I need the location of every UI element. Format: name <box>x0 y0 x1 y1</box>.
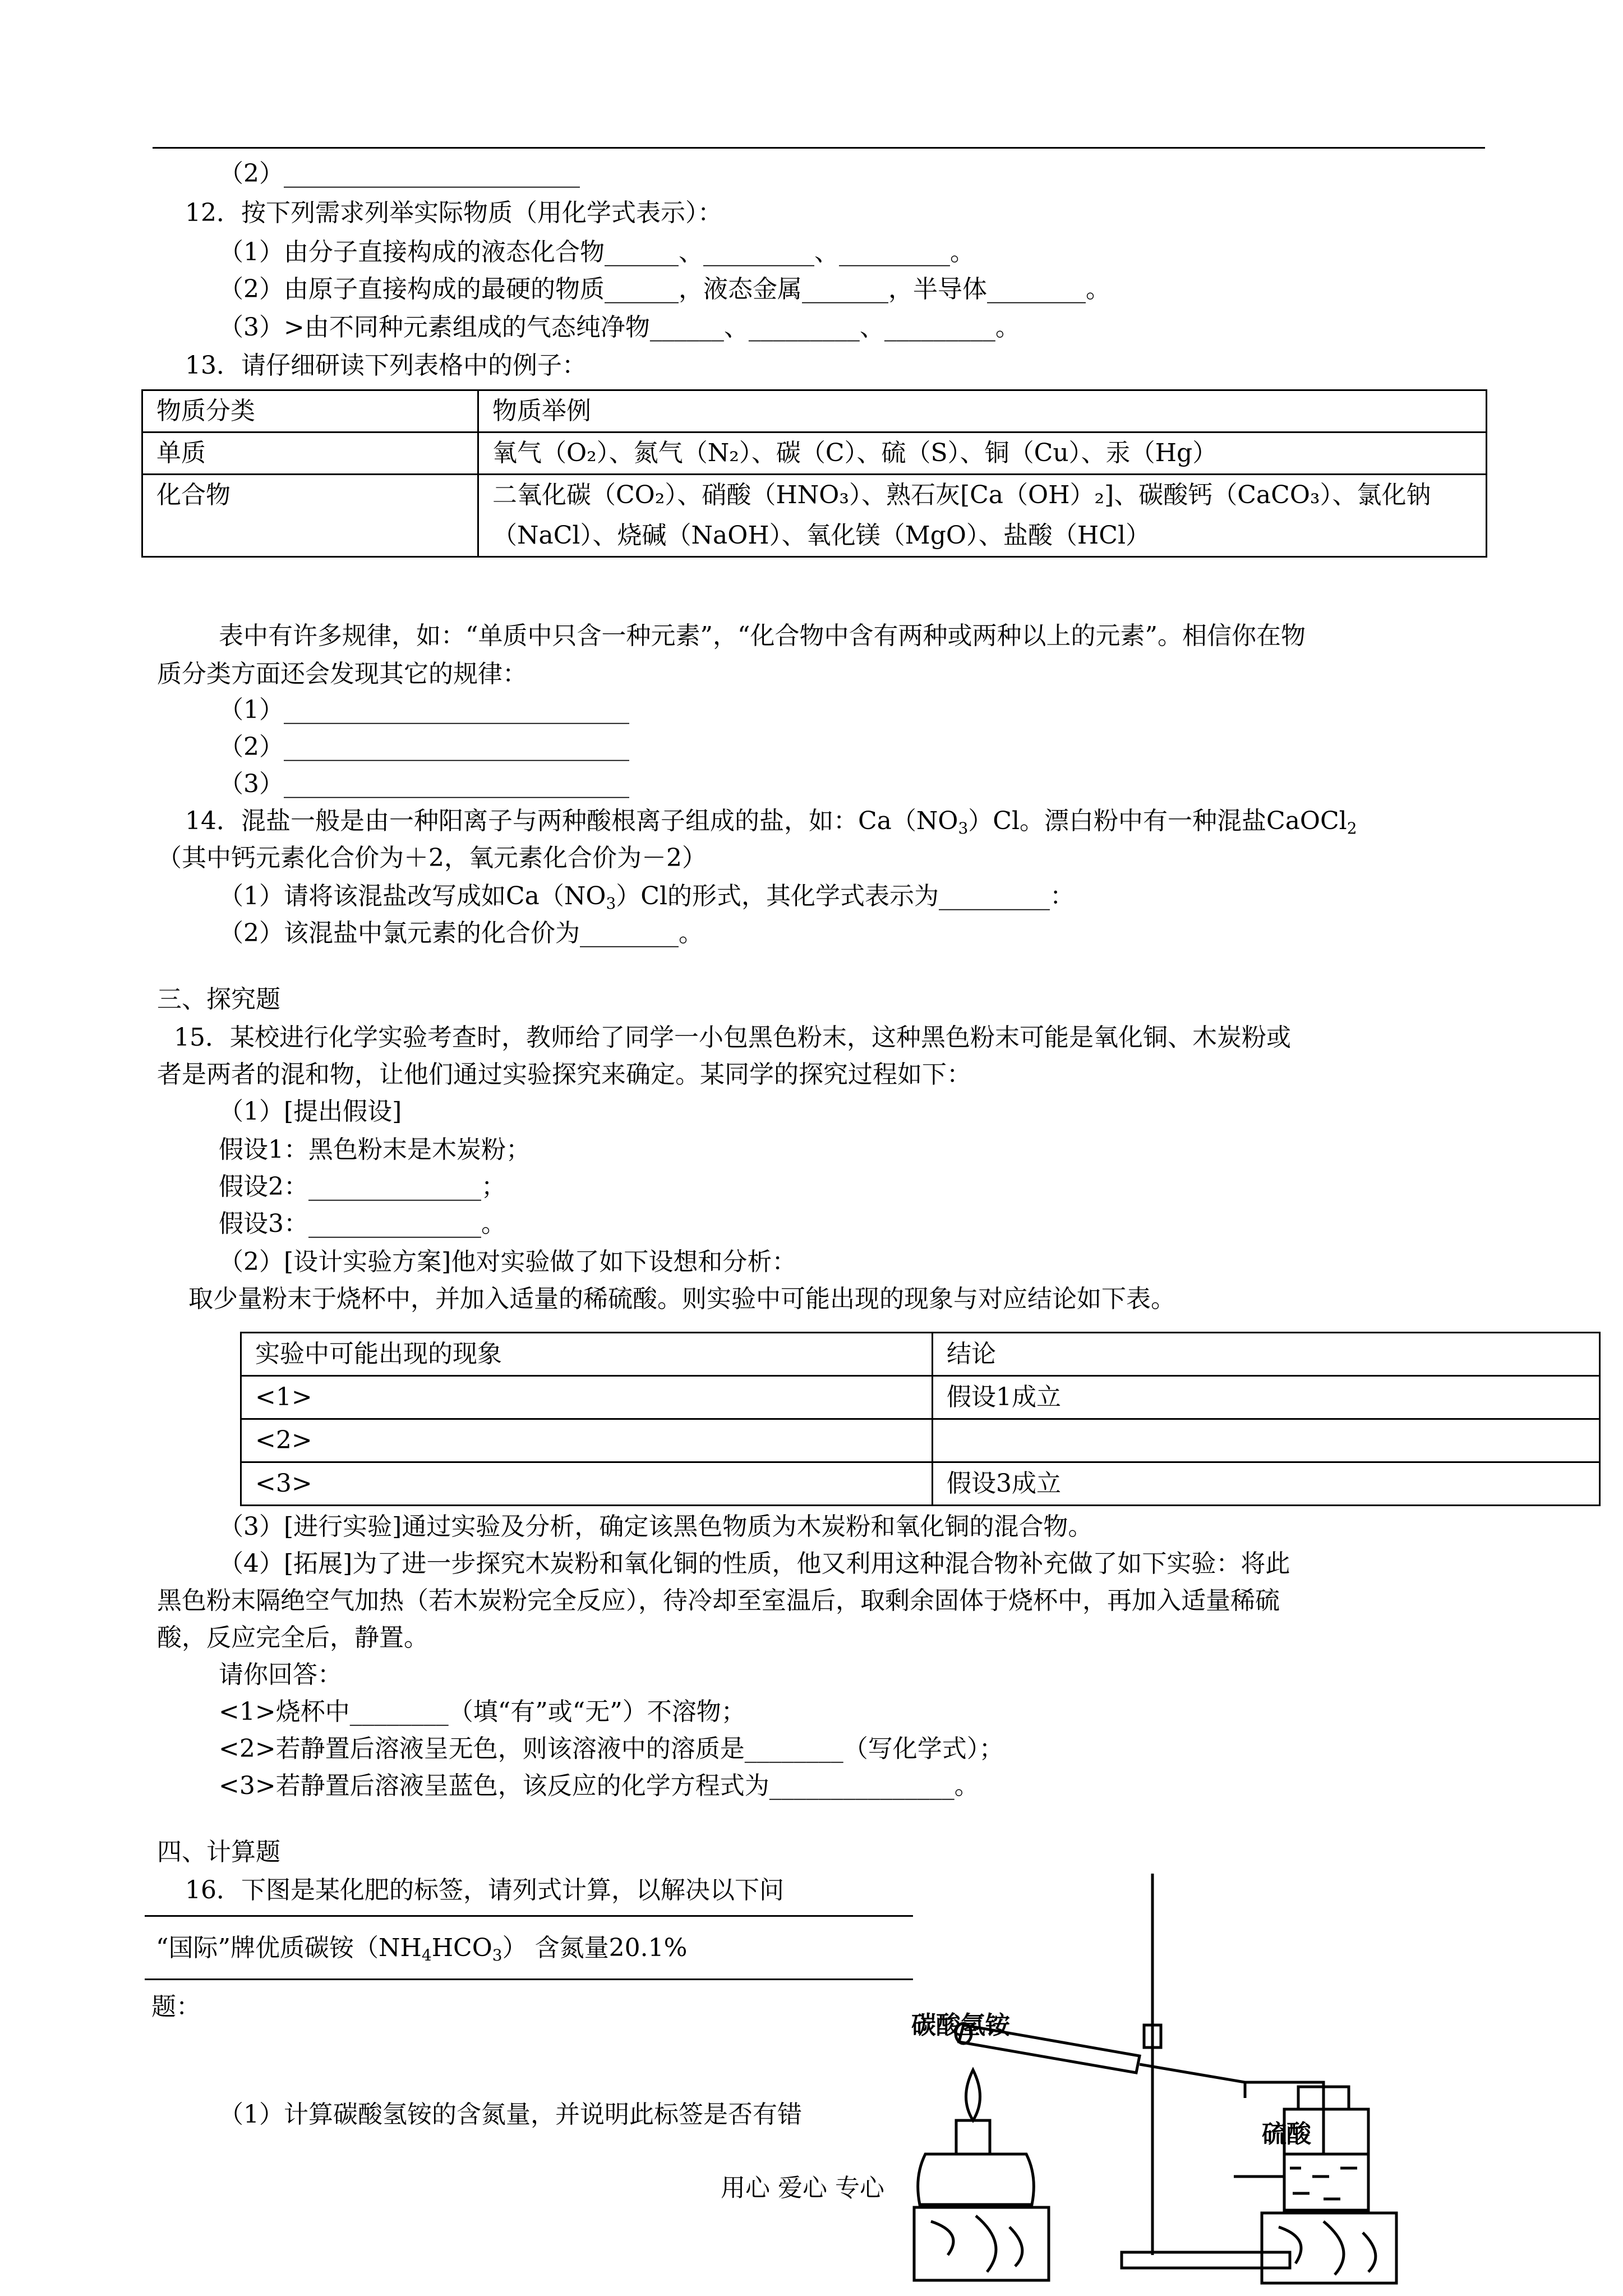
page-footer: 用心 爱心 专心 <box>721 2174 884 2202</box>
q13-table <box>141 389 1487 558</box>
q14-part-1 <box>219 880 1075 921</box>
table-header-cell: 实验中可能出现的现象 <box>241 1333 933 1376</box>
subscript: 2 <box>1347 819 1357 838</box>
wood-grain-right <box>1279 2221 1376 2275</box>
q15-stem-1: 15．某校进行化学实验考查时，教师给了同学一小包黑色粉末，这种黑色粉末可能是氧化铜、木炭粉或 <box>174 1023 1291 1052</box>
q16-stem: 16．下图是某化肥的标签，请列式计算，以解决以下问 <box>185 1876 784 1904</box>
table-row <box>241 1333 1600 1376</box>
q13-paragraph-1: 表中有许多规律，如：“单质中只含一种元素”，“化合物中含有两种或两种以上的元素”。相信你在物 <box>219 622 1306 650</box>
q12-stem: 12．按下列需求列举实际物质（用化学式表示）： <box>185 199 722 227</box>
q15-stem-2: 者是两者的混和物，让他们通过实验探究来确定。某同学的探究过程如下： <box>157 1060 971 1089</box>
table-cell: <1> <box>241 1376 933 1419</box>
table-cell: <2> <box>241 1419 933 1462</box>
hypothesis-2: 假设2：______________； <box>219 1172 506 1201</box>
q14-part-2: （2）该混盐中氯元素的化合价为________。 <box>219 919 703 947</box>
table-cell: 假设1成立 <box>933 1376 1600 1419</box>
wood-block-left <box>914 2207 1049 2280</box>
table-row <box>241 1376 1600 1419</box>
table-cell: 单质 <box>142 432 478 475</box>
q14-note: （其中钙元素化合价为＋2，氧元素化合价为－2） <box>157 844 707 872</box>
table-row <box>241 1462 1600 1506</box>
table-row <box>142 475 1487 557</box>
table-cell <box>933 1419 1600 1462</box>
q15-answer-3: <3>若静置后溶液呈蓝色，该反应的化学方程式为_______________。 <box>219 1772 979 1800</box>
hypothesis-3: 假设3：______________。 <box>219 1209 506 1238</box>
q12-part-2: （2）由原子直接构成的最硬的物质______，液态金属_______，半导体________。 <box>219 275 1110 303</box>
q16-stem-end: 题： <box>151 1993 201 2021</box>
text-run: “国际”牌优质碳铵（NH <box>156 1934 422 1962</box>
fertilizer-label <box>145 1915 913 1980</box>
table-header-cell: 物质分类 <box>142 390 478 432</box>
section-heading-3: 三、探究题 <box>157 985 280 1014</box>
section-heading-4: 四、计算题 <box>157 1838 280 1866</box>
q15-procedure: 取少量粉末于烧杯中，并加入适量的稀硫酸。则实验中可能出现的现象与对应结论如下表。 <box>188 1285 1175 1313</box>
delivery-tube <box>1140 2064 1245 2098</box>
fertilizer-label-text <box>156 1931 687 1972</box>
subscript: 3 <box>492 1946 502 1964</box>
table-row <box>142 432 1487 475</box>
table-cell-line: 二氧化碳（CO₂）、硝酸（HNO₃）、熟石灰[Ca（OH）₂]、碳酸钙（CaCO₃）、氯化钠 <box>492 481 1431 509</box>
q11-blank-2: （2）________________________ <box>219 159 580 188</box>
q12-part-3: （3）>由不同种元素组成的气态纯净物______、_________、_________。 <box>219 313 1020 342</box>
q15-part-3: （3）[进行实验]通过实验及分析，确定该黑色物质为木炭粉和氧化铜的混合物。 <box>219 1512 1093 1541</box>
text-run: 14．混盐一般是由一种阳离子与两种酸根离子组成的盐，如：Ca（NO <box>185 807 958 835</box>
text-run: ）Cl的形式，其化学式表示为_________： <box>616 882 1075 910</box>
q15-answer-prompt: 请你回答： <box>219 1660 342 1689</box>
header-rule <box>153 147 1485 149</box>
apparatus-illustration <box>897 1862 1604 2294</box>
text-run: ）Cl。漂白粉中有一种混盐CaOCl <box>968 807 1347 835</box>
table-row <box>142 390 1487 432</box>
table-cell <box>478 475 1487 557</box>
q15-table <box>240 1332 1601 1506</box>
subscript: 3 <box>958 819 969 838</box>
q13-paragraph-2: 质分类方面还会发现其它的规律： <box>157 660 527 688</box>
q15-part-2: （2）[设计实验方案]他对实验做了如下设想和分析： <box>219 1248 797 1276</box>
q15-part-4-line-1: （4）[拓展]为了进一步探究木炭粉和氧化铜的性质，他又利用这种混合物补充做了如下实验：将此 <box>219 1549 1290 1578</box>
table-cell: 氧气（O₂）、氮气（N₂）、碳（C）、硫（S）、铜（Cu）、汞（Hg） <box>478 432 1487 475</box>
q13-blank-3: （3）____________________________ <box>219 770 629 798</box>
text-run: ） 含氮量20.1% <box>502 1934 688 1962</box>
flame <box>966 2070 980 2120</box>
q15-part-4-line-2: 黑色粉末隔绝空气加热（若木炭粉完全反应），待冷却至室温后，取剩余固体于烧杯中，再加入适量稀硫 <box>157 1586 1280 1615</box>
table-header-cell: 物质举例 <box>478 390 1487 432</box>
q13-stem: 13．请仔细研读下列表格中的例子： <box>185 351 587 380</box>
table-cell: 化合物 <box>142 475 478 557</box>
q12-part-1: （1）由分子直接构成的液态化合物______、_________、_________。 <box>219 238 975 266</box>
q15-part-1: （1）[提出假设] <box>219 1097 402 1126</box>
subscript: 4 <box>421 1946 432 1964</box>
liquid-dashes <box>1290 2168 1357 2199</box>
q15-answer-1: <1>烧杯中________（填“有”或“无”）不溶物； <box>219 1697 746 1726</box>
label-sulfuric-acid: 硫酸 <box>1262 2120 1311 2148</box>
q16-part-1: （1）计算碳酸氢铵的含氮量，并说明此标签是否有错 <box>219 2100 802 2129</box>
wood-grain-left <box>931 2216 1022 2272</box>
table-cell: 假设3成立 <box>933 1462 1600 1506</box>
stand-base <box>1122 2252 1290 2268</box>
q13-blank-1: （1）____________________________ <box>219 696 629 724</box>
q14-stem <box>185 804 1357 845</box>
text-run: （1）请将该混盐改写成如Ca（NO <box>219 882 606 910</box>
wood-block-right <box>1262 2213 1396 2283</box>
table-header-cell: 结论 <box>933 1333 1600 1376</box>
label-ammonium-bicarbonate: 碳酸氢铵 <box>911 2011 1010 2040</box>
text-run: HCO <box>431 1934 492 1962</box>
alcohol-lamp <box>918 2154 1034 2205</box>
q15-answer-2: <2>若静置后溶液呈无色，则该溶液中的溶质是________（写化学式）； <box>219 1734 1004 1763</box>
lamp-wick-holder <box>956 2120 990 2154</box>
table-cell-line: （NaCl）、烧碱（NaOH）、氧化镁（MgO）、盐酸（HCl） <box>492 521 1151 550</box>
subscript: 3 <box>606 894 616 913</box>
hypothesis-1: 假设1：黑色粉末是木炭粉； <box>219 1135 531 1164</box>
q13-blank-2: （2）____________________________ <box>219 733 629 761</box>
q15-part-4-line-3: 酸，反应完全后，静置。 <box>157 1623 428 1652</box>
table-cell: <3> <box>241 1462 933 1506</box>
table-row <box>241 1419 1600 1462</box>
